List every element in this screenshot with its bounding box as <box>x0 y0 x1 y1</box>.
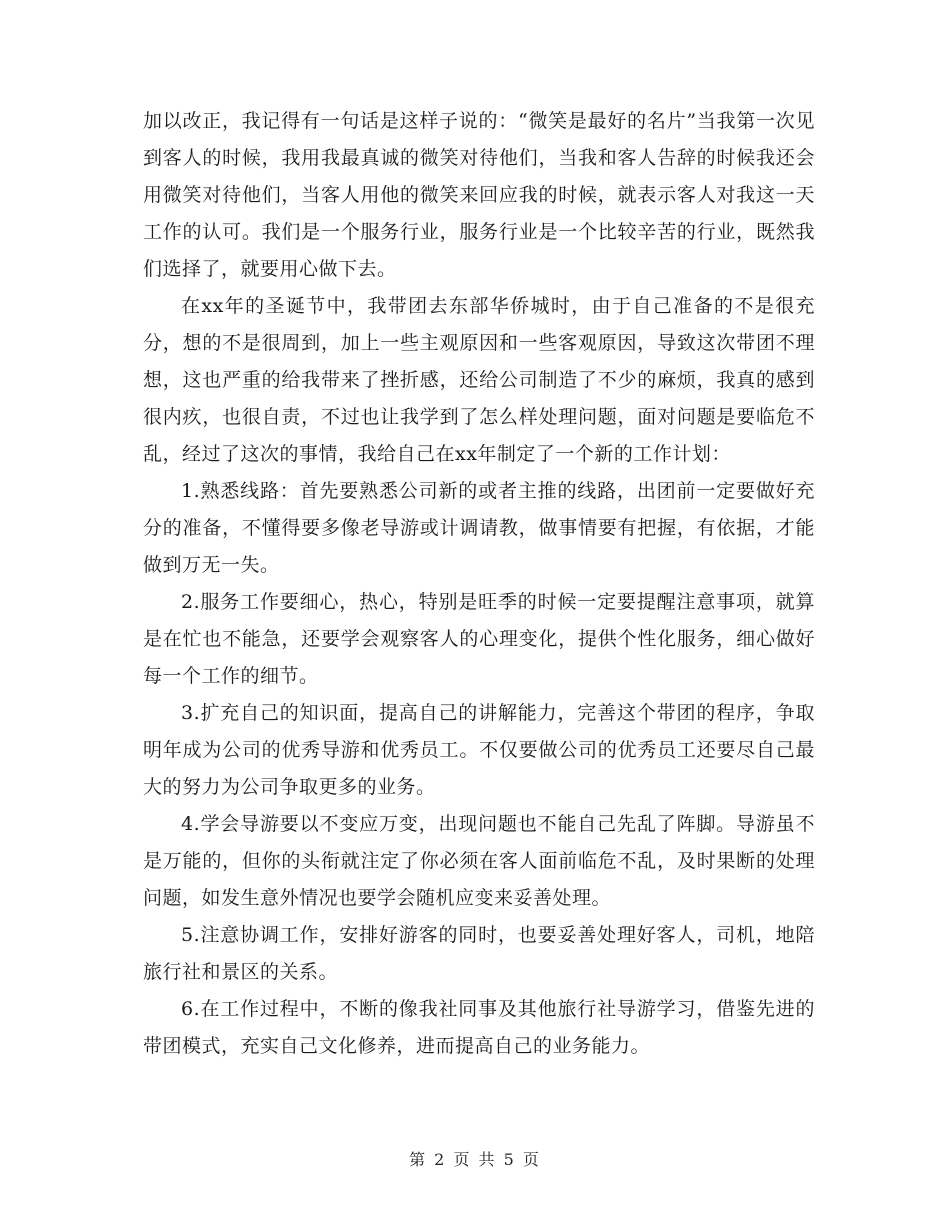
plan-item-1: 1.熟悉线路：首先要熟悉公司新的或者主推的线路，出团前一定要做好充分的准备，不懂得要多像老导游或计调请教，做事情要有把握，有依据，才能做到万无一失。 <box>143 480 815 576</box>
plan-item-5: 5.注意协调工作，安排好游客的同时，也要妥善处理好客人，司机，地陪旅行社和景区的关系。 <box>143 924 815 983</box>
plan-item-6: 6.在工作过程中，不断的像我社同事及其他旅行社导游学习，借鉴先进的带团模式，充实自己文化修养，进而提高自己的业务能力。 <box>143 998 815 1057</box>
paragraph-christmas-tour: 在xx年的圣诞节中，我带团去东部华侨城时，由于自己准备的不是很充分，想的不是很周到，加上一些主观原因和一些客观原因，导致这次带团不理想，这也严重的给我带来了挫折感，还给公司制造了不少的麻烦，我真的感到很内疚，也很自责，不过也让我学到了怎么样处理问题，面对问题是要临危不乱，经过了这次的事情，我给自己在xx年制定了一个新的工作计划： <box>143 295 815 465</box>
paragraph-continuation: 加以改正，我记得有一句话是这样子说的：“微笑是最好的名片”当我第一次见到客人的时候，我用我最真诚的微笑对待他们，当我和客人告辞的时候我还会用微笑对待他们，当客人用他的微笑来回应我的时候，就表示客人对我这一天工作的认可。我们是一个服务行业，服务行业是一个比较辛苦的行业，既然我们选择了，就要用心做下去。 <box>143 110 815 280</box>
plan-item-4: 4.学会导游要以不变应万变，出现问题也不能自己先乱了阵脚。导游虽不是万能的，但你的头衔就注定了你必须在客人面前临危不乱，及时果断的处理问题，如发生意外情况也要学会随机应变来妥善处理。 <box>143 813 815 909</box>
plan-item-2: 2.服务工作要细心，热心，特别是旺季的时候一定要提醒注意事项，就算是在忙也不能急，还要学会观察客人的心理变化，提供个性化服务，细心做好每一个工作的细节。 <box>143 591 815 687</box>
document-body <box>143 103 815 1065</box>
page-number-footer: 第 2 页 共 5 页 <box>409 1150 541 1169</box>
plan-item-3: 3.扩充自己的知识面，提高自己的讲解能力，完善这个带团的程序，争取明年成为公司的优秀导游和优秀员工。不仅要做公司的优秀员工还要尽自己最大的努力为公司争取更多的业务。 <box>143 702 815 798</box>
